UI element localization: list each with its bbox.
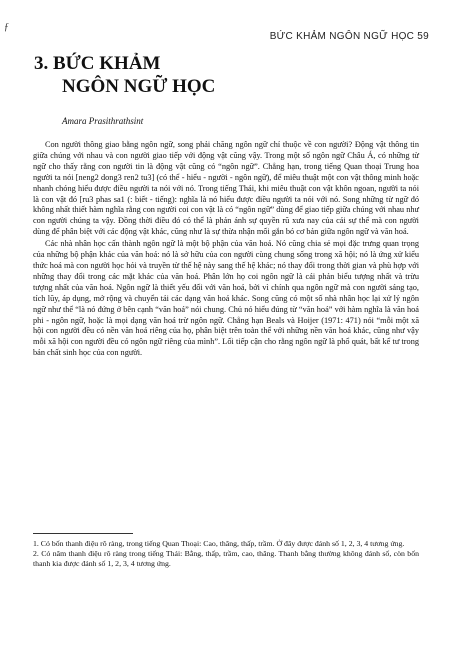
chapter-title-line-1: 3. BỨC KHẢM (34, 53, 161, 74)
author-name: Amara Prasithrathsint (62, 116, 144, 126)
paragraph-1: Con người thông giao bằng ngôn ngữ, song phải chăng ngôn ngữ chỉ thuộc về con người? Động vật thông tin giữa chúng với nhau và con người giao tiếp với động vật cũng vậy. Trong một số ngôn ngữ Châu Á, có những từ ngữ cho thấy rằng con người tin là động vật cũng có “ngôn ngữ”. Chẳng hạn, trong tiếng Quan thoại Trung hoa người ta nói [neng2 dong3 ren2 tu3] (có thể - hiểu - người - ngôn ngữ), để miêu thuật một con vật thông minh hoặc nhanh chóng hiểu được điều người ta nói với nó. Trong tiếng Thái, khi miêu thuật con vật khôn ngoan, người ta nói là con vật đó [ru3 phas sa1 (: biết - tiếng): nghĩa là nó hiểu được điều người ta nói với nó. Song những từ ngữ đó không nhất thiết hàm nghĩa rằng con người coi con vật là có “ngôn ngữ” dùng để giao tiếp giữa chúng với nhau như con người chúng ta vậy. Đồng thời điều đó có thể là phản ánh sự quyền rũ xưa nay của cái sự thể mà con người dùng để phân biệt với các động vật khác, cũng như là sự thừa nhận mối gắn bó cơ bản giữa ngôn ngữ và văn hoá. (33, 140, 419, 237)
chapter-title (34, 52, 215, 98)
paragraph-2: Các nhà nhân học cấn thành ngôn ngữ là một bộ phận của văn hoá. Nó cũng chia sẻ mọi đặc trưng quan trọng của những bộ phận khác của văn hoá: nó là sở hữu của con người cùng chung sống trong xã hội; nó là ứng xử kiểu thức hoá mà con người học hỏi và truyền từ thế hệ này sang thế hệ khác; nó thay đổi trong thời gian và phù hợp với những thay đổi trong các mặt khác của văn hoá. Phân lớn họ coi ngôn ngữ là cái phản biểu tượng nhất và trừu tượng nhất của văn hoá. Ngôn ngữ là thiết yếu đối với văn hoá, bởi vì chính qua ngôn ngữ mà con người sáng tạo, tích lũy, áp dụng, mở rộng và chuyển tải các dạng văn hoá khác. Song cũng có một số nhà nhân học lại xử lý ngôn ngữ như thể “là nó đứng ở bên cạnh “văn hoá” nói chung. Chủ nó hiểu đúng từ “văn hoá” với hàm nghĩa là văn hoá phi - ngôn ngữ, hoặc là mọi dạng văn hoá trừ ngôn ngữ. Chẳng hạn Beals và Hoijer (1971: 471) nói “mỗi một xã hội con người đều có nền văn hoá riêng của họ, phân biệt trên toàn thể với những nền văn hoá khác, cũng như vậy mỗi xã hội con người đều có ngôn ngữ riêng của mình”. Lối tiếp cận cho rằng ngôn ngữ là phổ quát, bất kể tư trong bản chất sinh học của con người. (33, 239, 419, 358)
footnote-2: 2. Có năm thanh điệu rõ ràng trong tiếng Thái: Bằng, thấp, trầm, cao, thăng. Thanh bằng thường không đánh số, còn bốn thanh kia được đánh số 1, 2, 3, 4 tương ứng. (33, 549, 419, 568)
footnotes (33, 539, 419, 569)
footnote-rule (33, 533, 133, 534)
margin-mark: ƒ (4, 22, 9, 33)
running-head: BỨC KHẢM NGÔN NGỮ HỌC 59 (269, 31, 429, 42)
body-text (33, 140, 419, 359)
footnote-1: 1. Có bốn thanh điệu rõ ràng, trong tiếng Quan Thoại: Cao, thăng, thấp, trầm. Ở đây được đánh số 1, 2, 3, 4 tương ứng. (33, 539, 405, 548)
chapter-title-line-2: NGÔN NGỮ HỌC (62, 76, 216, 97)
